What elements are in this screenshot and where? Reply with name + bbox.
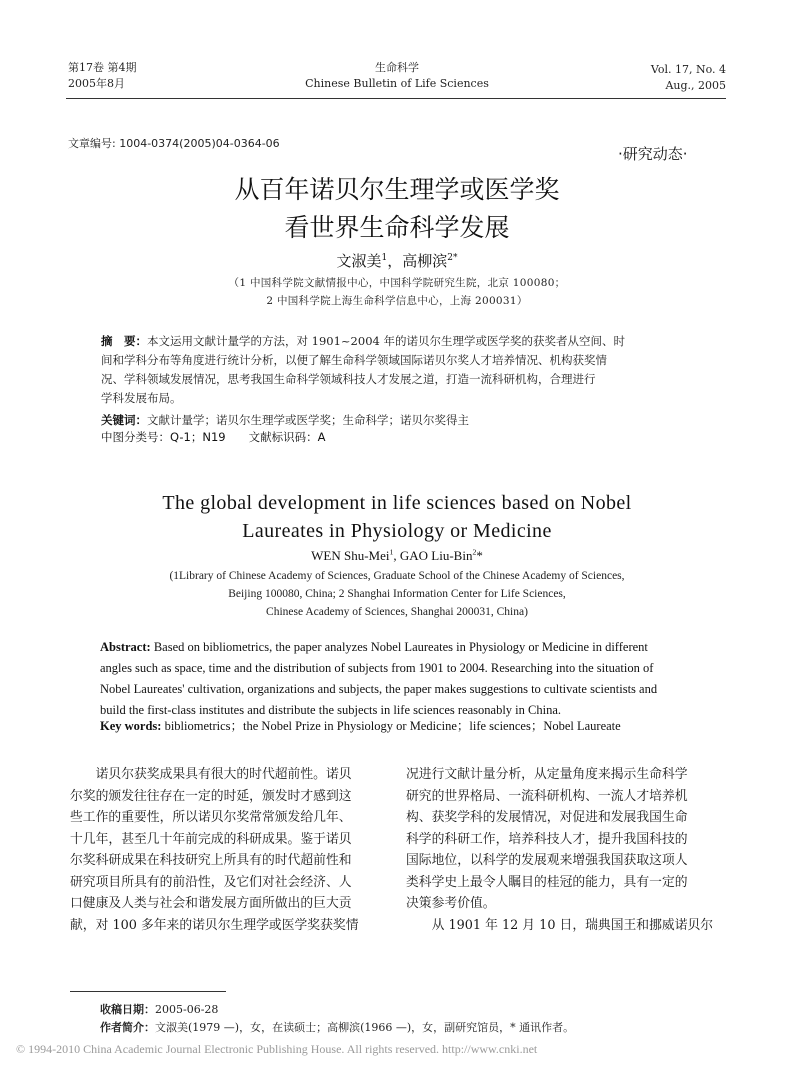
- cn-abstract-line1: 摘 要：本文运用文献计量学的方法，对 1901~2004 年的诺贝尔生理学或医学奖的获奖者从空间、时: [101, 334, 625, 348]
- en-abstract-line2: angles such as space, time and the distribution of subjects from 1901 to 2004. Researching into the situation of: [100, 661, 654, 675]
- cn-keywords: [101, 409, 469, 428]
- journal-date: 2005年8月: [68, 77, 125, 90]
- en-author-2: GAO Liu-Bin: [399, 548, 473, 563]
- author-bio-label: 作者简介：: [100, 1021, 155, 1034]
- cn-author-separator: ，: [387, 252, 403, 270]
- body-right-line: 构、获奖学科的发展情况，对促进和发展我国生命: [406, 810, 688, 825]
- journal-name-cn: 生命科学: [375, 61, 419, 74]
- cn-abstract-line2: 间和学科分布等角度进行统计分析，以便了解生命科学领域国际诺贝尔奖人才培养情况、机构获奖情: [101, 353, 607, 367]
- journal-volume-issue: 第17卷 第4期: [68, 61, 137, 74]
- en-keywords: [100, 716, 621, 737]
- cn-abstract-line4: 学科发展布局。: [101, 391, 182, 405]
- received-label: 收稿日期：: [100, 1003, 155, 1016]
- cn-abstract-line3: 况、学科领域发展情况，思考我国生命科学领域科技人才发展之道，打造一流科研机构，合理进行: [101, 372, 596, 386]
- en-title-line2: Laureates in Physiology or Medicine: [242, 520, 552, 542]
- en-keywords-text: bibliometrics；the Nobel Prize in Physiology or Medicine；life sciences；Nobel Laureate: [161, 719, 621, 733]
- cn-author-2: 高柳滨: [402, 252, 448, 270]
- body-left-line: 尔奖科研成果在科技研究上所具有的时代超前性和: [70, 853, 352, 868]
- footnote-rule: [70, 991, 226, 992]
- body-right-line: 从 1901 年 12 月 10 日，瑞典国王和挪威诺贝尔: [406, 917, 714, 933]
- journal-date-en: Aug., 2005: [665, 79, 726, 92]
- cn-author-2-affil: 2*: [447, 253, 458, 263]
- cn-affiliation-line2: 2 中国科学院上海生命科学信息中心，上海 200031）: [266, 295, 528, 307]
- cn-abstract-label: 摘 要：: [101, 334, 147, 348]
- en-author-2-affil: 2: [472, 547, 477, 557]
- body-left-line: 尔奖的颁发往往存在一定的时延，颁发时才感到这: [70, 788, 352, 804]
- journal-name-en: Chinese Bulletin of Life Sciences: [305, 77, 489, 90]
- body-right-line: 类科学史上最令人瞩目的桂冠的能力，具有一定的: [406, 874, 688, 890]
- en-abstract-line3: Nobel Laureates' cultivation, organizations and subjects, the paper makes suggestions to cultivate scientists and: [100, 682, 658, 696]
- en-affiliation-line1: (1Library of Chinese Academy of Sciences, Graduate School of the Chinese Academy of Sciences,: [169, 570, 625, 582]
- en-keywords-label: Key words:: [100, 719, 162, 733]
- body-left-line: 研究项目所具有的前沿性，及它们对社会经济、人: [70, 874, 352, 890]
- copyright-notice: © 1994-2010 China Academic Journal Electronic Publishing House. All rights reserved. http://www.cnki.net: [16, 1042, 538, 1056]
- cn-keywords-label: 关键词：: [101, 413, 147, 427]
- en-abstract-line1: Abstract: Based on bibliometrics, the paper analyzes Nobel Laureates in Physiology or Medicine in different: [100, 640, 648, 654]
- en-affiliation-line3: Chinese Academy of Sciences, Shanghai 200031, China): [266, 606, 528, 618]
- en-abstract-label: Abstract:: [100, 640, 151, 654]
- en-title-line1: The global development in life sciences based on Nobel: [162, 492, 632, 514]
- en-author-separator: ,: [393, 548, 400, 563]
- cn-affiliation-line1: （1 中国科学院文献情报中心，中国科学院研究生院，北京 100080；: [228, 277, 566, 289]
- cn-keywords-text: 文献计量学；诺贝尔生理学或医学奖；生命科学；诺贝尔奖得主: [147, 413, 469, 427]
- body-left-line: 口健康及人类与社会和谐发展方面所做出的巨大贡: [70, 896, 352, 911]
- body-right-line: 决策参考价值。: [406, 896, 496, 911]
- body-right-column: [406, 764, 714, 936]
- body-left-line: 诺贝尔获奖成果具有很大的时代超前性。诺贝: [70, 767, 352, 782]
- body-right-line: 况进行文献计量分析，从定量角度来揭示生命科学: [406, 767, 688, 782]
- journal-volume-en: Vol. 17, No. 4: [650, 63, 726, 76]
- cn-title-line1: 从百年诺贝尔生理学或医学奖: [234, 175, 560, 204]
- classification-codes: 中图分类号：Q-1；N19 文献标识码：A: [101, 430, 326, 444]
- en-abstract-line4: build the first-class institutes and distribute the subjects in life sciences reasonably in China.: [100, 703, 562, 717]
- cn-title-line2: 看世界生命科学发展: [284, 213, 510, 242]
- body-left-line: 献，对 100 多年来的诺贝尔生理学或医学奖获奖情: [70, 917, 359, 933]
- cn-authors: [0, 250, 794, 271]
- body-right-line: 国际地位，以科学的发展观来增强我国获取这项人: [406, 853, 688, 868]
- author-bio-text: 文淑美(1979 —)，女，在读硕士；高柳滨(1966 —)，女，副研究馆员，* 通讯作者。: [155, 1021, 575, 1034]
- body-left-line: 些工作的重要性，所以诺贝尔奖常常颁发给几年、: [70, 810, 352, 825]
- en-corresponding-mark: *: [476, 548, 483, 563]
- en-author-1-affil: 1: [389, 547, 394, 557]
- cn-author-1: 文淑美: [336, 252, 382, 270]
- column-tag: ·研究动态·: [618, 145, 688, 163]
- body-right-line: 科学的科研工作，培养科技人才，提升我国科技的: [406, 831, 688, 847]
- en-author-1: WEN Shu-Mei: [311, 548, 390, 563]
- cn-author-1-affil: 1: [381, 253, 388, 263]
- footnote-received: [100, 1001, 218, 1017]
- footnote-author-bio: [100, 1019, 574, 1035]
- body-left-line: 十几年，甚至几十年前完成的科研成果。鉴于诺贝: [70, 831, 352, 847]
- body-right-line: 研究的世界格局、一流科研机构、一流人才培养机: [406, 788, 688, 804]
- body-left-column: [70, 764, 370, 936]
- en-authors: [0, 548, 794, 564]
- received-date: 2005-06-28: [155, 1003, 219, 1016]
- article-number: 文章编号: 1004-0374(2005)04-0364-06: [68, 137, 280, 150]
- header-rule: [66, 98, 726, 99]
- en-affiliation-line2: Beijing 100080, China; 2 Shanghai Information Center for Life Sciences,: [228, 588, 566, 600]
